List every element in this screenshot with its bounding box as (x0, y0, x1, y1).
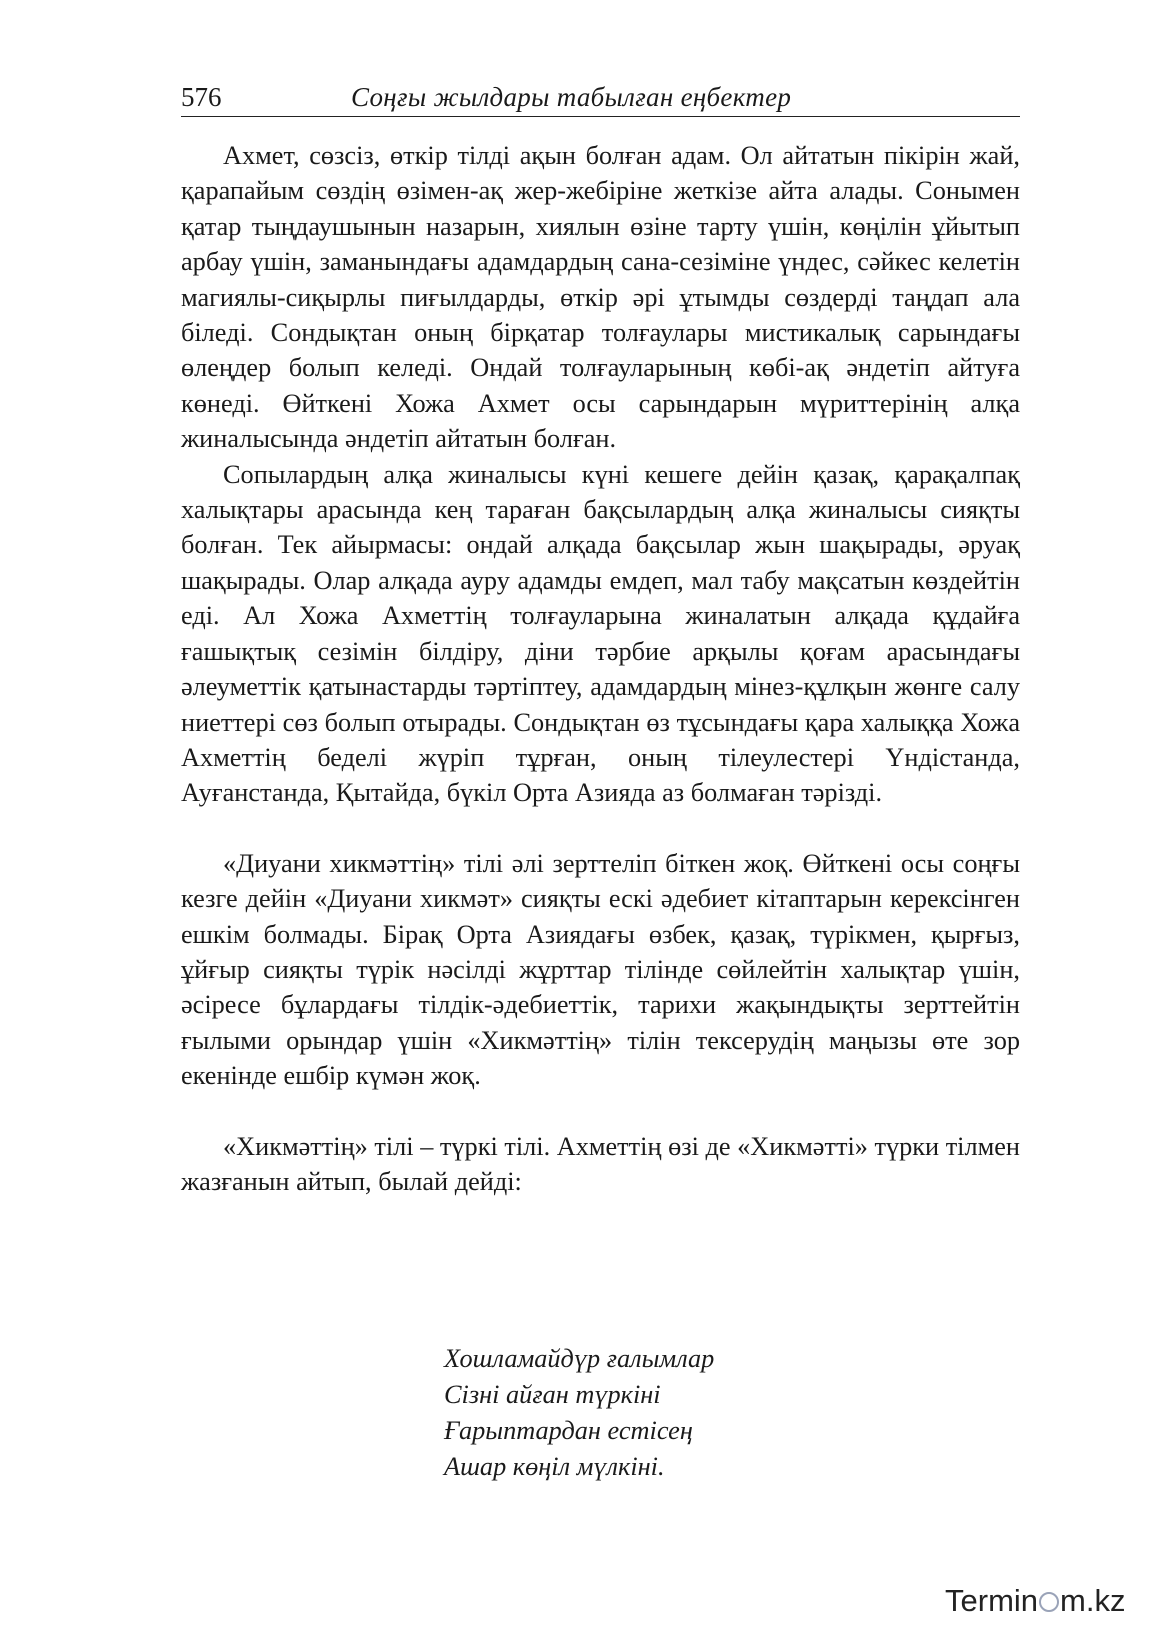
poem-line: Ғарыптардан естісең (444, 1416, 693, 1445)
page-number: 576 (181, 82, 222, 112)
watermark-text-left: Termin (945, 1583, 1039, 1618)
paragraph-1: Ахмет, сөзсіз, өткір тілді ақын болған адам. Ол айтатын пікірін жай, қарапайым сөздің өзімен-ақ жер-жебіріне жеткізе айта алады. Сонымен қатар тыңдаушынын назарын, хиялын өзіне тарту үшін, көңілін ұйытып арбау үшін, заманындағы адамдардың сана-сезіміне үндес, сәйкес келетін магиялы-сиқырлы пиғылдарды, өткір әрі ұтымды сөздерді таңдап ала біледі. Сондықтан оның бірқатар толғаулары мистикалық сарындағы өлеңдер болып келеді. Ондай толғауларының көбі-ақ әндетіп айтуға көнеді. Өйткені Хожа Ахмет осы сарындарын мүриттерінің алқа жиналысында әндетіп айтатын болған. (181, 141, 1020, 454)
magnifier-icon (1039, 1592, 1059, 1612)
poem-quote (444, 1341, 714, 1485)
watermark-text-right: m.kz (1060, 1583, 1126, 1618)
watermark-logo (945, 1583, 1125, 1619)
page-header (181, 80, 1020, 117)
paragraph-4: «Хикмәттің» тілі – түркі тілі. Ахметтің өзі де «Хикмәтті» түрки тілмен жазғанын айтып, былай дейді: (181, 1131, 1020, 1196)
running-title: Соңғы жылдары табылған еңбектер (351, 82, 792, 112)
paragraph-2: Сопылардың алқа жиналысы күні кешеге дейін қазақ, қарақалпақ халықтары арасында кең тараған бақсылардың алқа жиналысы сияқты болған. Тек айырмасы: ондай алқада бақсылар жын шақырады, әруақ шақырады. Олар алқада ауру адамды емдеп, мал табу мақсатын көздейтін еді. Ал Хожа Ахметтің толғауларына жиналатын алқада құдайға ғашықтық сезімін білдіру, діни тәрбие арқылы қоғам арасындағы әлеуметтік қатынастарды тәртіптеу, адамдардың мінез-құлқын жөнге салу ниеттері сөз болып отырады. Сондықтан өз тұсындағы қара халыққа Хожа Ахметтің беделі жүріп тұрған, оның тілеулестері Үндістанда, Ауғанстанда, Қытайда, бүкіл Орта Азияда аз болмаған тәрізді. (181, 459, 1020, 808)
paragraph-3: «Диуани хикмәттің» тілі әлі зерттеліп біткен жоқ. Өйткені осы соңғы кезге дейін «Диуани хикмәт» сияқты ескі әдебиет кітаптарын керексінген ешкім болмады. Бірақ Орта Азиядағы өзбек, қазақ, түрікмен, қырғыз, ұйғыр сияқты түрік нәсілді жұрттар тілінде сөйлейтін халықтар үшін, әсіресе бұлардағы тілдік-әдебиеттік, тарихи жақындықты зерттейтін ғылыми орындар үшін «Хикмәттің» тілін тексерудің маңызы өте зор екенінде ешбір күмән жоқ. (181, 848, 1020, 1091)
poem-line: Хошламайдүр ғалымлар (444, 1344, 715, 1373)
poem-line: Ашар көңіл мүлкіні. (444, 1452, 665, 1481)
poem-line: Сізні айған түркіні (444, 1380, 661, 1409)
body-text (181, 138, 1020, 1199)
